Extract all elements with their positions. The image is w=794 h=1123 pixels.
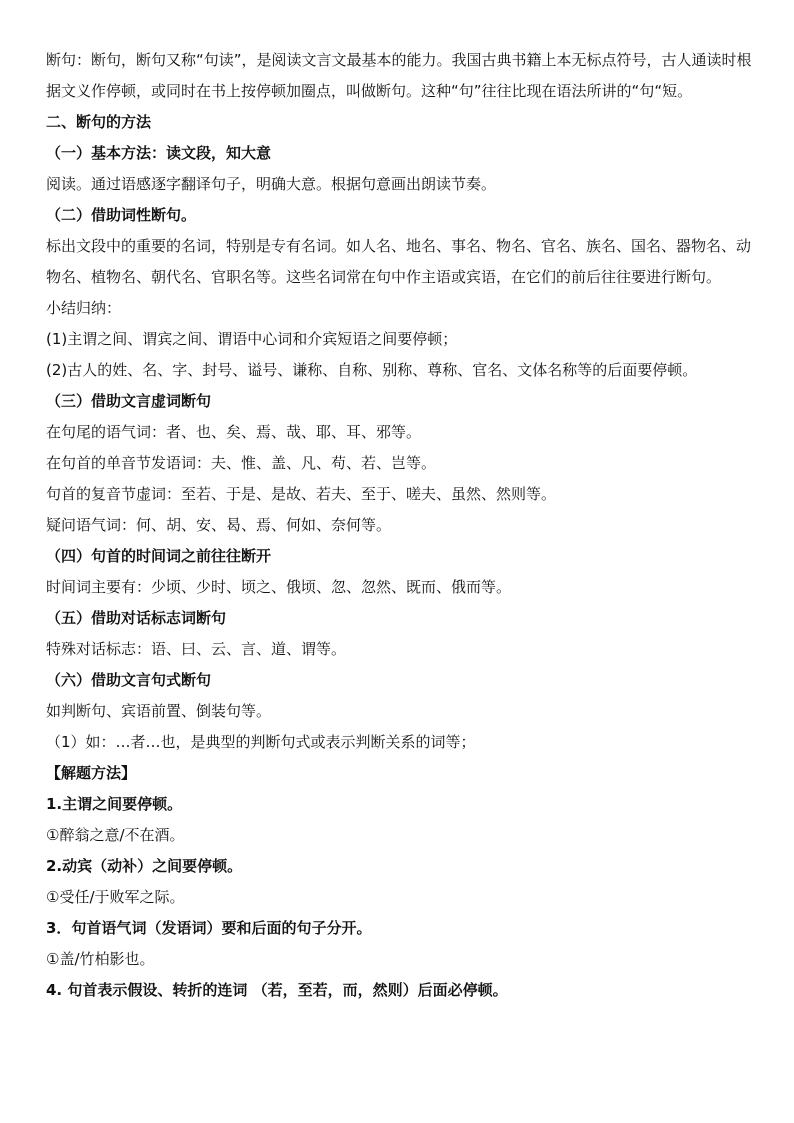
section-heading: 1.主谓之间要停顿。 (46, 795, 183, 813)
section-heading: 3．句首语气词（发语词）要和后面的句子分开。 (46, 919, 372, 937)
body-paragraph: 疑问语气词：何、胡、安、曷、焉、何如、奈何等。 (46, 516, 392, 534)
section-heading: 二、断句的方法 (46, 113, 152, 131)
section-heading: 【解题方法】 (46, 764, 137, 782)
section-heading: 4. 句首表示假设、转折的连词 （若，至若，而，然则）后面必停顿。 (46, 981, 508, 999)
body-paragraph: 标出文段中的重要的名词，特别是专有名词。如人名、地名、事名、物名、官名、族名、国名、器物名、动物名、植物名、朝代名、官职名等。这些名词常在句中作主语或宾语，在它们的前后往往要进行断句。 (46, 237, 752, 286)
section-heading: （一）基本方法：读文段，知大意 (46, 144, 272, 162)
body-paragraph: （1）如：…者…也，是典型的判断句式或表示判断关系的词等； (46, 733, 476, 751)
body-paragraph: 特殊对话标志：语、曰、云、言、道、谓等。 (46, 640, 347, 658)
section-heading: （三）借助文言虚词断句 (46, 392, 212, 410)
body-paragraph: ①盖/竹柏影也。 (46, 950, 155, 968)
body-paragraph: 如判断句、宾语前置、倒装句等。 (46, 702, 272, 720)
body-paragraph: 句首的复音节虚词：至若、于是、是故、若夫、至于、嗟夫、虽然、然则等。 (46, 485, 557, 503)
body-paragraph: ①醉翁之意/不在酒。 (46, 826, 185, 844)
document-body (46, 45, 754, 1006)
section-heading: （五）借助对话标志词断句 (46, 609, 227, 627)
section-heading: （二）借助词性断句。 (46, 206, 197, 224)
body-paragraph: 断句：断句，断句又称“句读”，是阅读文言文最基本的能力。我国古典书籍上本无标点符号，古人通读时根据文义作停顿，或同时在书上按停顿加圈点，叫做断句。这种“句”往往比现在语法所讲的“句“短。 (46, 51, 752, 100)
body-paragraph: 时间词主要有：少顷、少时、顷之、俄顷、忽、忽然、既而、俄而等。 (46, 578, 512, 596)
body-paragraph: ①受任/于败军之际。 (46, 888, 185, 906)
section-heading: （六）借助文言句式断句 (46, 671, 212, 689)
body-paragraph: 在句首的单音节发语词：夫、惟、盖、凡、苟、若、岂等。 (46, 454, 437, 472)
section-heading: 2.动宾（动补）之间要停顿。 (46, 857, 243, 875)
body-paragraph: (1)主谓之间、谓宾之间、谓语中心词和介宾短语之间要停顿； (46, 330, 458, 348)
body-paragraph: (2)古人的姓、名、字、封号、谥号、谦称、自称、别称、尊称、官名、文体名称等的后面要停顿。 (46, 361, 698, 379)
body-paragraph: 阅读。通过语感逐字翻译句子，明确大意。根据句意画出朗读节奏。 (46, 175, 497, 193)
body-paragraph: 小结归纳： (46, 299, 122, 317)
body-paragraph: 在句尾的语气词：者、也、矣、焉、哉、耶、耳、邪等。 (46, 423, 422, 441)
section-heading: （四）句首的时间词之前往往断开 (46, 547, 272, 565)
